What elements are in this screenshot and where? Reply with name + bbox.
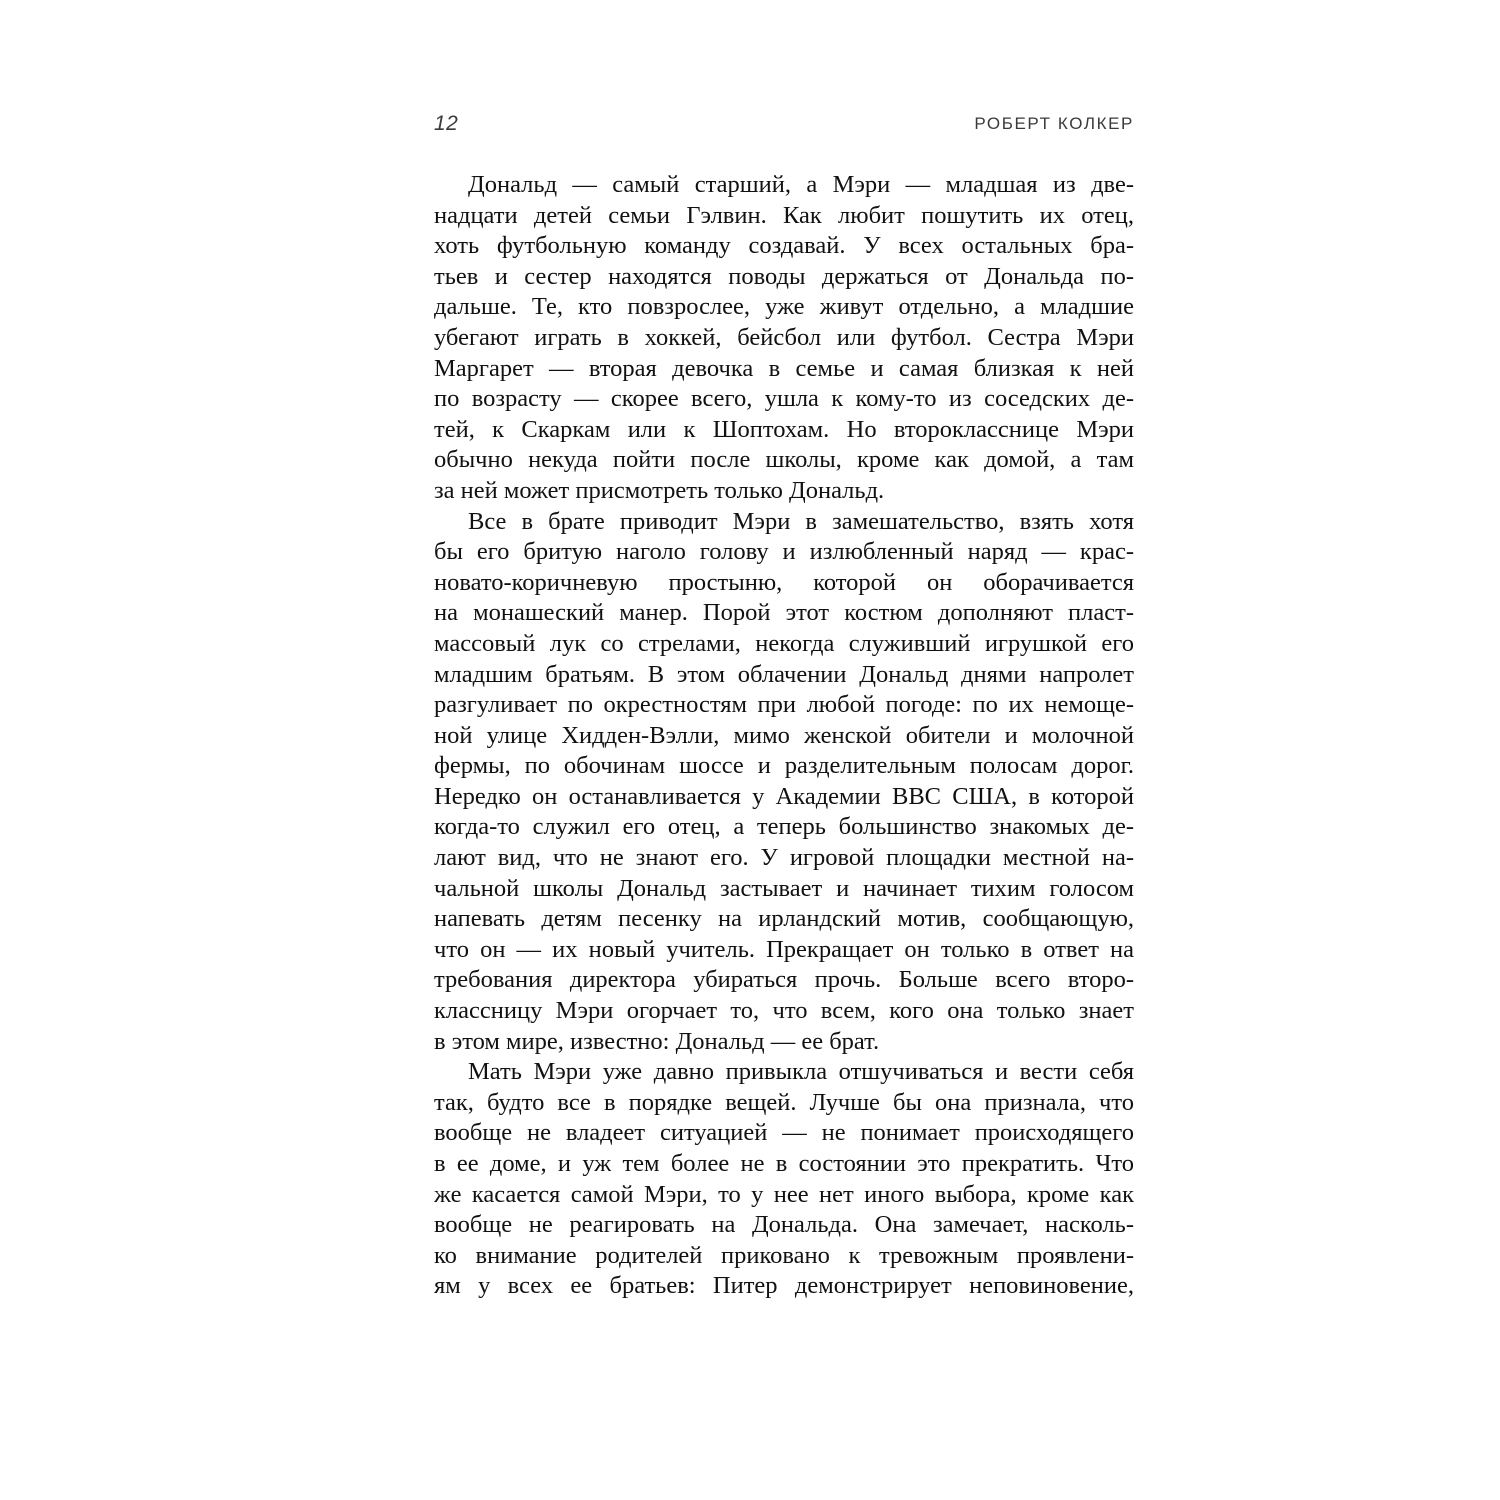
text-line: на монашеский манер. Порой этот костюм дополняют пласт-	[434, 599, 1134, 627]
text-line: по возрасту — скорее всего, ушла к кому-то из соседских де-	[434, 385, 1134, 413]
text-line: бы его бритую наголо голову и излюбленный наряд — крас-	[434, 538, 1134, 566]
text-line: классницу Мэри огорчает то, что всем, кого она только знает	[434, 997, 1134, 1025]
text-line: ям у всех ее братьев: Питер демонстрирует неповиновение,	[434, 1272, 1134, 1300]
text-line: Нередко он останавливается у Академии ВВС США, в которой	[434, 782, 1134, 810]
text-line: напевать детям песенку на ирландский мотив, сообщающую,	[434, 905, 1134, 933]
text-line: новато-коричневую простыню, которой он оборачивается	[434, 568, 1134, 596]
text-line: убегают играть в хоккей, бейсбол или футбол. Сестра Мэри	[434, 323, 1134, 351]
text-line: в ее доме, и уж тем более не в состоянии это прекратить. Что	[434, 1150, 1134, 1177]
paragraph	[434, 1057, 1134, 1302]
text-line: чальной школы Дональд застывает и начинает тихим голосом	[434, 874, 1134, 902]
text-line: что он — их новый учитель. Прекращает он только в ответ на	[434, 935, 1134, 963]
page-number: 12	[434, 112, 459, 135]
text-line: так, будто все в порядке вещей. Лучше бы она признала, что	[434, 1088, 1134, 1116]
text-line: ко внимание родителей приковано к тревожным проявлени-	[434, 1241, 1134, 1269]
body-text	[434, 170, 1134, 1302]
text-line: тьев и сестер находятся поводы держаться от Дональда по-	[434, 262, 1134, 290]
text-line: дальше. Те, кто повзрослее, уже живут отдельно, а младшие	[434, 293, 1134, 321]
text-line: Все в брате приводит Мэри в замешательство, взять хотя	[468, 507, 1134, 535]
running-head-author: РОБЕРТ КОЛКЕР	[974, 114, 1134, 133]
text-line: ной улице Хидден-Вэлли, мимо женской обители и молочной	[434, 721, 1134, 749]
text-line: за ней может присмотреть только Дональд.	[434, 476, 885, 504]
text-line: когда-то служил его отец, а теперь большинство знакомых де-	[434, 813, 1134, 841]
paragraph	[434, 170, 1134, 507]
text-line: Дональд — самый старший, а Мэри — младшая из две-	[468, 171, 1134, 198]
text-line: фермы, по обочинам шоссе и разделительным полосам дорог.	[434, 752, 1134, 780]
text-line: Маргарет — вторая девочка в семье и самая близкая к ней	[434, 354, 1134, 382]
text-line: массовый лук со стрелами, некогда служивший игрушкой его	[434, 629, 1134, 657]
text-line: обычно некуда пойти после школы, кроме как домой, а там	[434, 446, 1134, 474]
text-line: младшим братьям. В этом облачении Дональд днями напролет	[434, 660, 1134, 688]
text-line: требования директора убираться прочь. Больше всего второ-	[434, 966, 1134, 994]
paragraph	[434, 507, 1134, 1058]
text-line: вообще не владеет ситуацией — не понимает происходящего	[434, 1119, 1134, 1147]
text-line: в этом мире, известно: Дональд — ее брат.	[434, 1027, 880, 1055]
text-line: же касается самой Мэри, то у нее нет иного выбора, кроме как	[434, 1180, 1134, 1208]
text-line: надцати детей семьи Гэлвин. Как любит пошутить их отец,	[434, 201, 1134, 229]
text-line: Мать Мэри уже давно привыкла отшучиваться и вести себя	[468, 1058, 1134, 1086]
text-line: вообще не реагировать на Дональда. Она замечает, насколь-	[434, 1211, 1134, 1239]
running-head	[434, 112, 1134, 142]
text-line: разгуливает по окрестностям при любой погоде: по их немоще-	[434, 691, 1134, 719]
text-line: хоть футбольную команду создавай. У всех остальных бра-	[434, 232, 1134, 260]
text-line: тей, к Скаркам или к Шоптохам. Но второкласснице Мэри	[434, 415, 1134, 443]
text-line: лают вид, что не знают его. У игровой площадки местной на-	[434, 844, 1134, 872]
